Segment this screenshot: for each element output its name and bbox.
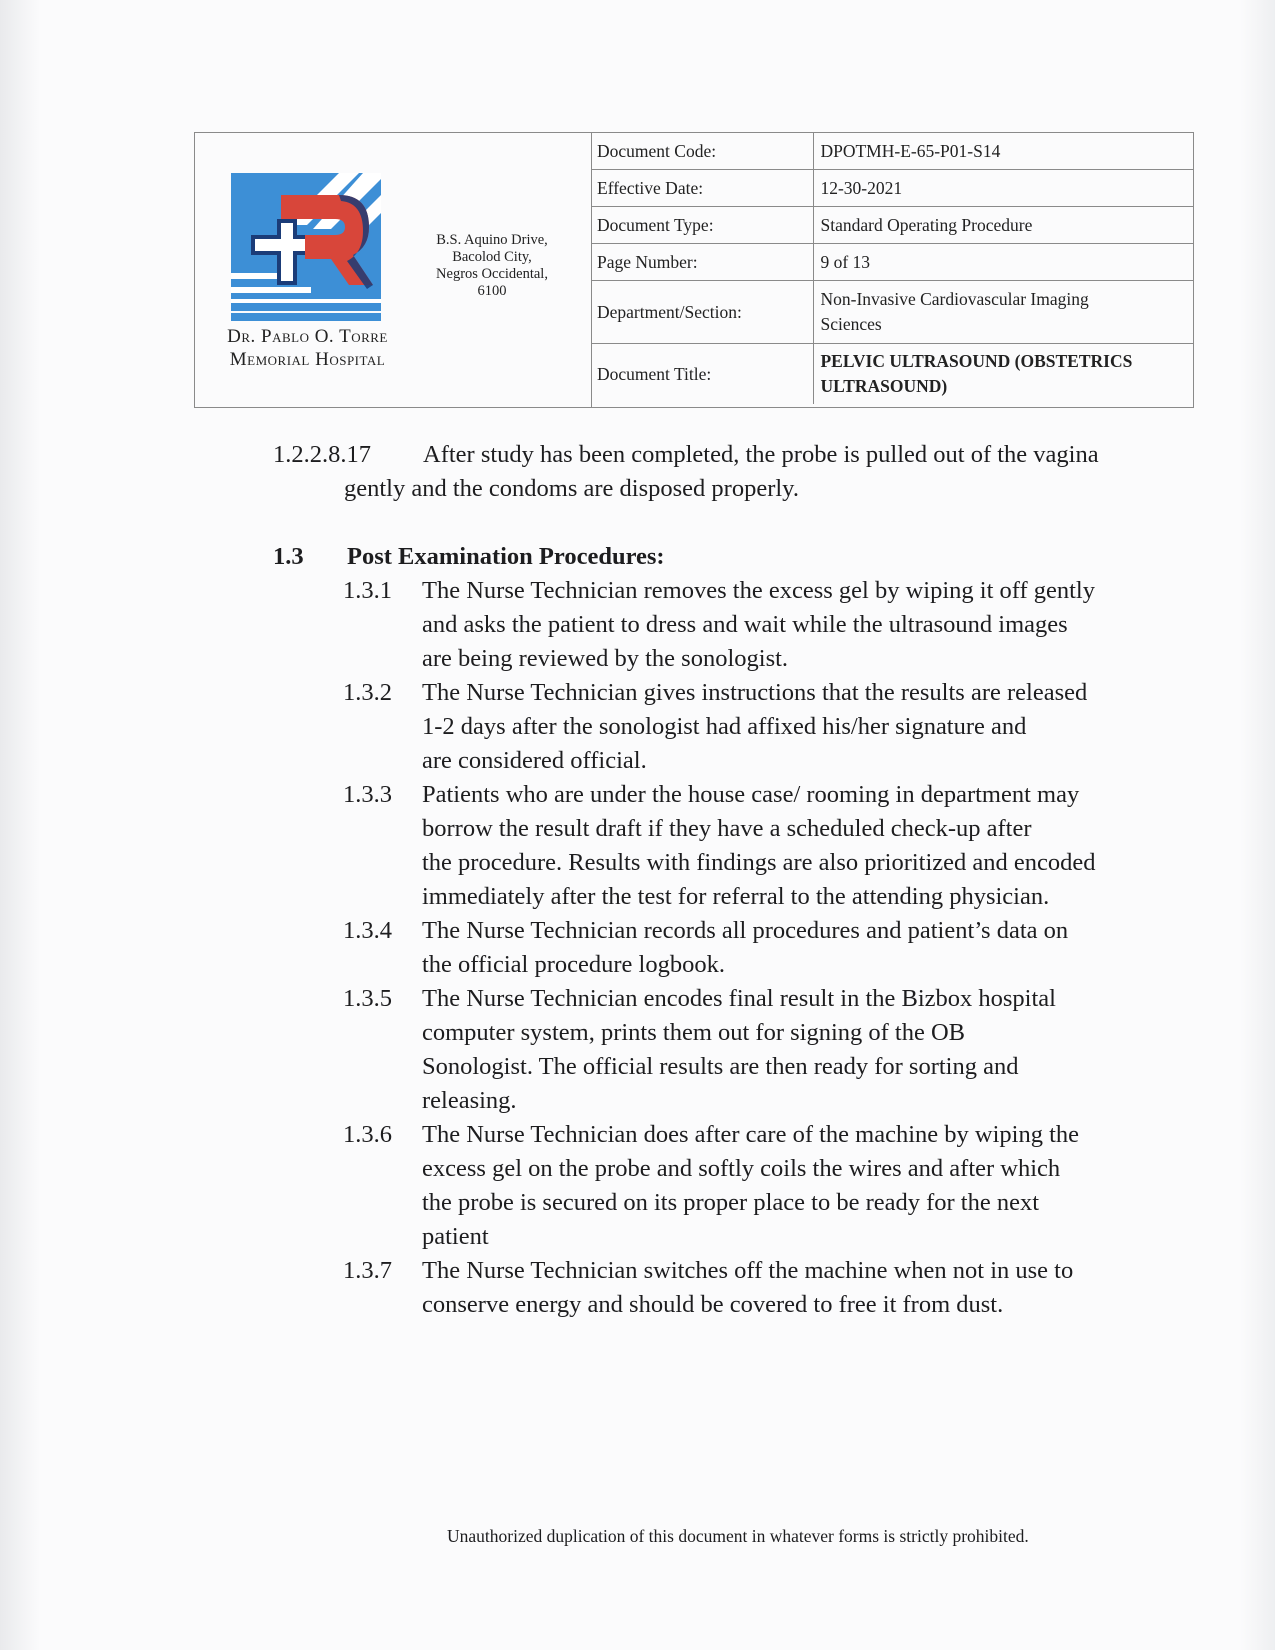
item-text xyxy=(422,914,1223,982)
item-line: The Nurse Technician does after care of the machine by wiping the xyxy=(422,1121,1080,1148)
item-line: the official procedure logbook. xyxy=(422,951,725,978)
meta-value-document-type: Standard Operating Procedure xyxy=(814,207,1193,244)
item-line: The Nurse Technician records all procedures and patient’s data on xyxy=(422,917,1069,944)
item-line: the procedure. Results with findings are also prioritized and encoded xyxy=(422,849,1096,876)
paragraph-line: gently and the condoms are disposed properly. xyxy=(344,475,799,502)
item-line: The Nurse Technician gives instructions that the results are released xyxy=(422,679,1088,706)
address-line: Bacolod City, xyxy=(452,249,532,265)
hospital-name-line1: Dr. Pablo O. Torre xyxy=(227,326,388,347)
item-line: releasing. xyxy=(422,1087,517,1114)
procedure-list xyxy=(343,574,1223,1322)
list-item xyxy=(343,914,1223,982)
item-line: Sonologist. The official results are then ready for sorting and xyxy=(422,1053,1019,1080)
document-meta-table xyxy=(591,133,1193,404)
meta-row xyxy=(591,170,1193,207)
item-text xyxy=(422,574,1223,676)
item-text xyxy=(422,1118,1223,1254)
item-number: 1.3.1 xyxy=(343,577,392,604)
list-item xyxy=(343,1118,1223,1254)
hospital-address xyxy=(413,232,571,302)
department-line: Sciences xyxy=(820,314,882,334)
meta-label: Effective Date: xyxy=(591,170,814,207)
hospital-logo-icon xyxy=(231,173,381,321)
item-line: Patients who are under the house case/ rooming in department may xyxy=(422,781,1080,808)
section-number: 1.3 xyxy=(273,543,304,570)
list-item xyxy=(343,982,1223,1118)
meta-value-document-title xyxy=(814,344,1193,405)
section-title: Post Examination Procedures: xyxy=(347,543,665,570)
list-item xyxy=(343,778,1223,914)
item-line: excess gel on the probe and softly coils the wires and after which xyxy=(422,1155,1061,1182)
meta-label: Page Number: xyxy=(591,244,814,281)
meta-row xyxy=(591,244,1193,281)
meta-value-effective-date: 12-30-2021 xyxy=(814,170,1193,207)
meta-value-document-code: DPOTMH-E-65-P01-S14 xyxy=(814,133,1193,170)
list-item xyxy=(343,574,1223,676)
item-text xyxy=(422,1254,1223,1322)
paragraph-line: After study has been completed, the probe is pulled out of the vagina xyxy=(423,441,1099,468)
item-text xyxy=(422,676,1223,778)
item-line: The Nurse Technician switches off the machine when not in use to xyxy=(422,1257,1074,1284)
item-line: The Nurse Technician encodes final result in the Bizbox hospital xyxy=(422,985,1056,1012)
item-text xyxy=(422,778,1223,914)
list-item xyxy=(343,1254,1223,1322)
item-text xyxy=(422,982,1223,1118)
item-line: The Nurse Technician removes the excess gel by wiping it off gently xyxy=(422,577,1095,604)
item-line: are being reviewed by the sonologist. xyxy=(422,645,789,672)
item-number: 1.3.4 xyxy=(343,917,392,944)
item-line: patient xyxy=(422,1223,489,1250)
title-line: PELVIC ULTRASOUND (OBSTETRICS xyxy=(820,351,1133,371)
meta-row xyxy=(591,281,1193,344)
intro-paragraph xyxy=(273,438,1213,502)
address-line: 6100 xyxy=(477,283,507,299)
meta-value-page-number: 9 of 13 xyxy=(814,244,1193,281)
meta-row xyxy=(591,344,1193,405)
address-line: B.S. Aquino Drive, xyxy=(436,232,548,248)
address-line: Negros Occidental, xyxy=(436,266,548,282)
meta-value-department xyxy=(814,281,1193,344)
meta-label: Document Code: xyxy=(591,133,814,170)
department-line: Non-Invasive Cardiovascular Imaging xyxy=(820,289,1089,309)
item-number: 1.3.3 xyxy=(343,781,392,808)
meta-label: Department/Section: xyxy=(591,281,814,344)
item-line: conserve energy and should be covered to free it from dust. xyxy=(422,1291,1004,1318)
item-number: 1.3.2 xyxy=(343,679,392,706)
item-line: borrow the result draft if they have a scheduled check-up after xyxy=(422,815,1032,842)
item-line: computer system, prints them out for signing of the OB xyxy=(422,1019,966,1046)
hospital-name-line2: Memorial Hospital xyxy=(229,349,386,370)
item-line: and asks the patient to dress and wait while the ultrasound images xyxy=(422,611,1068,638)
paragraph-number: 1.2.2.8.17 xyxy=(273,441,371,468)
logo-cell xyxy=(195,133,592,407)
footer-notice: Unauthorized duplication of this document in whatever forms is strictly prohibited. xyxy=(447,1526,1029,1546)
meta-label: Document Title: xyxy=(591,344,814,405)
meta-label: Document Type: xyxy=(591,207,814,244)
item-line: are considered official. xyxy=(422,747,647,774)
document-header xyxy=(194,132,1194,408)
title-line: ULTRASOUND) xyxy=(820,376,948,396)
list-item xyxy=(343,676,1223,778)
item-line: the probe is secured on its proper place to be ready for the next xyxy=(422,1189,1040,1216)
item-line: immediately after the test for referral to the attending physician. xyxy=(422,883,1050,910)
item-line: 1-2 days after the sonologist had affixed his/her signature and xyxy=(422,713,1027,740)
section-heading xyxy=(273,540,665,574)
item-number: 1.3.5 xyxy=(343,985,392,1012)
meta-row xyxy=(591,207,1193,244)
meta-row xyxy=(591,133,1193,170)
item-number: 1.3.7 xyxy=(343,1257,392,1284)
item-number: 1.3.6 xyxy=(343,1121,392,1148)
hospital-name xyxy=(195,325,420,371)
